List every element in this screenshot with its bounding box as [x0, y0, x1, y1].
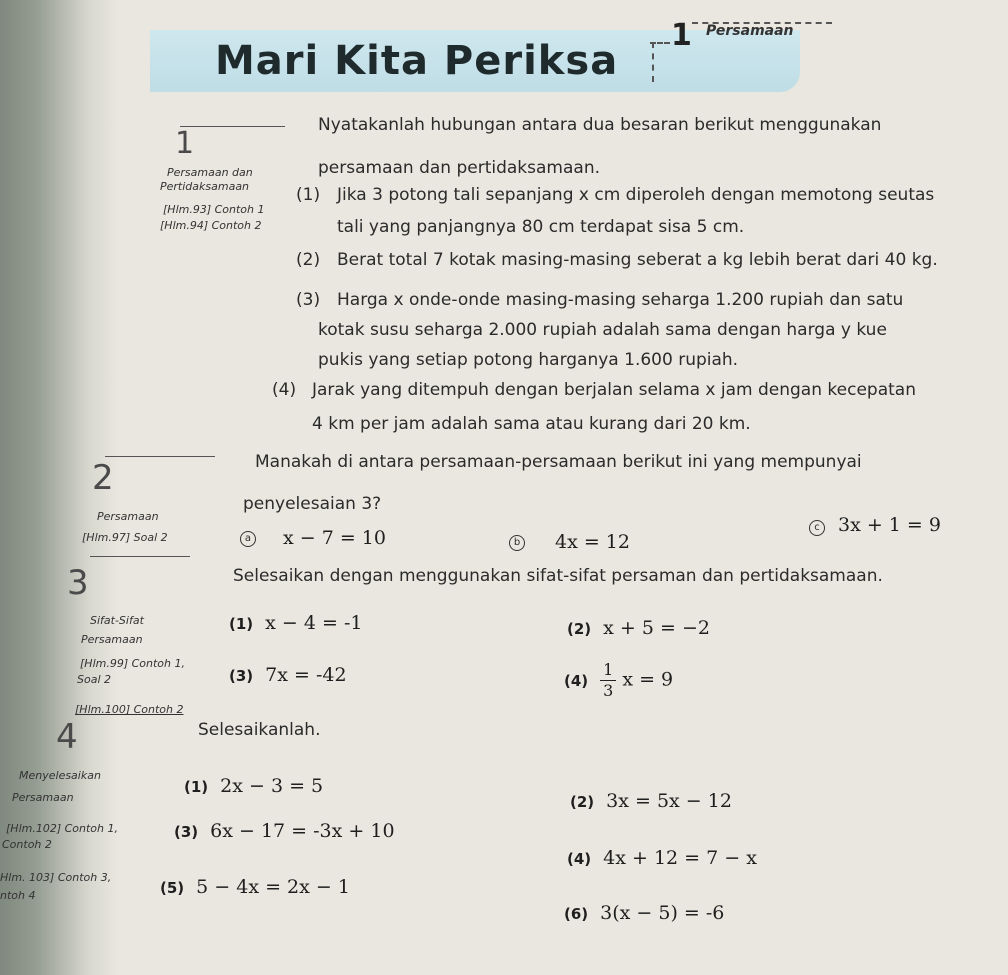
option-c-equation: 3x + 1 = 9 [838, 514, 941, 536]
section4-item5-label: (5) [160, 879, 185, 897]
section3-item4-equation: x = 9 [622, 668, 674, 691]
section3-side-ref-1: [Hlm.99] Contoh 1, [80, 657, 186, 670]
section1-item4-line1: Jarak yang ditempuh dengan berjalan selama x jam dengan kecepatan [312, 380, 916, 400]
section4-item1 [184, 775, 323, 797]
section3-item2-label: (2) [567, 620, 592, 638]
section3-item4 [564, 660, 673, 701]
section1-item1-line2: tali yang panjangnya 80 cm terdapat sisa 5 cm. [337, 217, 745, 237]
section1-item3-line1: Harga x onde-onde masing-masing seharga 1.200 rupiah dan satu [337, 290, 904, 310]
section4-side-topic-1: Menyelesaikan [19, 769, 101, 782]
section3-item2 [567, 617, 710, 639]
section4-item3-label: (3) [174, 823, 199, 841]
page-title: Mari Kita Periksa [215, 38, 619, 84]
section4-item2-label: (2) [570, 793, 595, 811]
section1-item1-label: (1) [296, 185, 321, 205]
section4-item6 [564, 902, 724, 924]
section2-rule [105, 456, 215, 457]
section1-side-ref-2: [Hlm.94] Contoh 2 [160, 219, 262, 232]
section1-item3-label: (3) [296, 290, 321, 310]
section1-item4-label: (4) [272, 380, 297, 400]
section1-item2-line1: Berat total 7 kotak masing-masing seberat a kg lebih berat dari 40 kg. [337, 250, 938, 270]
option-b-equation: 4x = 12 [555, 531, 630, 553]
section4-side-ref-2: Contoh 2 [2, 838, 52, 851]
option-a-marker: a [240, 531, 256, 547]
section1-item4-line2: 4 km per jam adalah sama atau kurang dari 20 km. [312, 414, 751, 434]
option-a-equation: x − 7 = 10 [283, 527, 386, 549]
section3-item4-fraction [600, 660, 616, 701]
section4-side-topic-2: Persamaan [12, 791, 74, 804]
fraction-numerator: 1 [600, 660, 616, 681]
chapter-name: Persamaan [706, 23, 794, 39]
chapter-number: 1 [671, 18, 692, 53]
section2-side-ref: [Hlm.97] Soal 2 [82, 531, 168, 544]
section4-item3-equation: 6x − 17 = -3x + 10 [210, 820, 395, 842]
section1-item3-line3: pukis yang setiap potong harganya 1.600 rupiah. [318, 350, 739, 370]
section3-instruction: Selesaikan dengan menggunakan sifat-sifat persaman dan pertidaksamaan. [233, 566, 883, 586]
section4-item2 [570, 790, 732, 812]
section1-number: 1 [175, 126, 195, 161]
section4-item3 [174, 820, 395, 842]
section4-item4-equation: 4x + 12 = 7 − x [603, 847, 757, 869]
section1-item2-label: (2) [296, 250, 321, 270]
section1-item1-line1: Jika 3 potong tali sepanjang x cm diperoleh dengan memotong seutas [337, 185, 935, 205]
section3-item4-label: (4) [564, 671, 589, 690]
section4-instruction: Selesaikanlah. [198, 720, 321, 740]
section2-side-topic: Persamaan [97, 510, 159, 523]
section2-bottom-rule [90, 556, 190, 557]
section2-instruction-line1: Manakah di antara persamaan-persamaan berikut ini yang mempunyai [255, 452, 862, 472]
section4-item4-label: (4) [567, 850, 592, 868]
section3-side-ref-2: Soal 2 [77, 673, 112, 686]
section1-rule [180, 126, 285, 127]
section1-side-ref-1: [Hlm.93] Contoh 1 [163, 203, 265, 216]
section4-item5 [160, 876, 350, 898]
section4-item1-equation: 2x − 3 = 5 [220, 775, 324, 797]
section1-side-topic-2: Pertidaksamaan [160, 180, 250, 193]
section1-instruction-line1: Nyatakanlah hubungan antara dua besaran berikut menggunakan [318, 115, 882, 135]
section4-item6-equation: 3(x − 5) = -6 [600, 902, 725, 924]
section3-item3-label: (3) [229, 667, 254, 685]
section4-item2-equation: 3x = 5x − 12 [606, 790, 732, 812]
section3-item3-equation: 7x = -42 [265, 664, 347, 686]
chapter-dash-vertical [652, 42, 654, 82]
section4-side-ref-3: Hlm. 103] Contoh 3, [0, 871, 112, 884]
section3-number: 3 [67, 563, 89, 603]
section4-item5-equation: 5 − 4x = 2x − 1 [196, 876, 350, 898]
section4-number: 4 [56, 717, 78, 757]
section4-item4 [567, 847, 757, 869]
section3-item3 [229, 664, 347, 686]
section3-item1-equation: x − 4 = -1 [265, 612, 363, 634]
section3-side-topic-1: Sifat-Sifat [90, 614, 144, 627]
section4-item1-label: (1) [184, 778, 209, 796]
section4-item6-label: (6) [564, 905, 589, 923]
option-b-marker: b [509, 535, 525, 551]
section2-number: 2 [92, 458, 114, 498]
section2-instruction-line2: penyelesaian 3? [243, 494, 382, 514]
section3-side-topic-2: Persamaan [81, 633, 143, 646]
section4-side-ref-4: ntoh 4 [0, 889, 36, 902]
section3-item2-equation: x + 5 = −2 [603, 617, 710, 639]
section1-item3-line2: kotak susu seharga 2.000 rupiah adalah sama dengan harga y kue [318, 320, 887, 340]
section3-item1-label: (1) [229, 615, 254, 633]
fraction-denominator: 3 [603, 681, 614, 700]
section1-side-topic-1: Persamaan dan [167, 166, 253, 179]
section4-side-ref-1: [Hlm.102] Contoh 1, [6, 822, 119, 835]
section3-item1 [229, 612, 362, 634]
option-c-marker: c [809, 520, 825, 536]
section1-instruction-line2: persamaan dan pertidaksamaan. [318, 158, 601, 178]
section3-side-ref-3: [Hlm.100] Contoh 2 [75, 703, 184, 716]
